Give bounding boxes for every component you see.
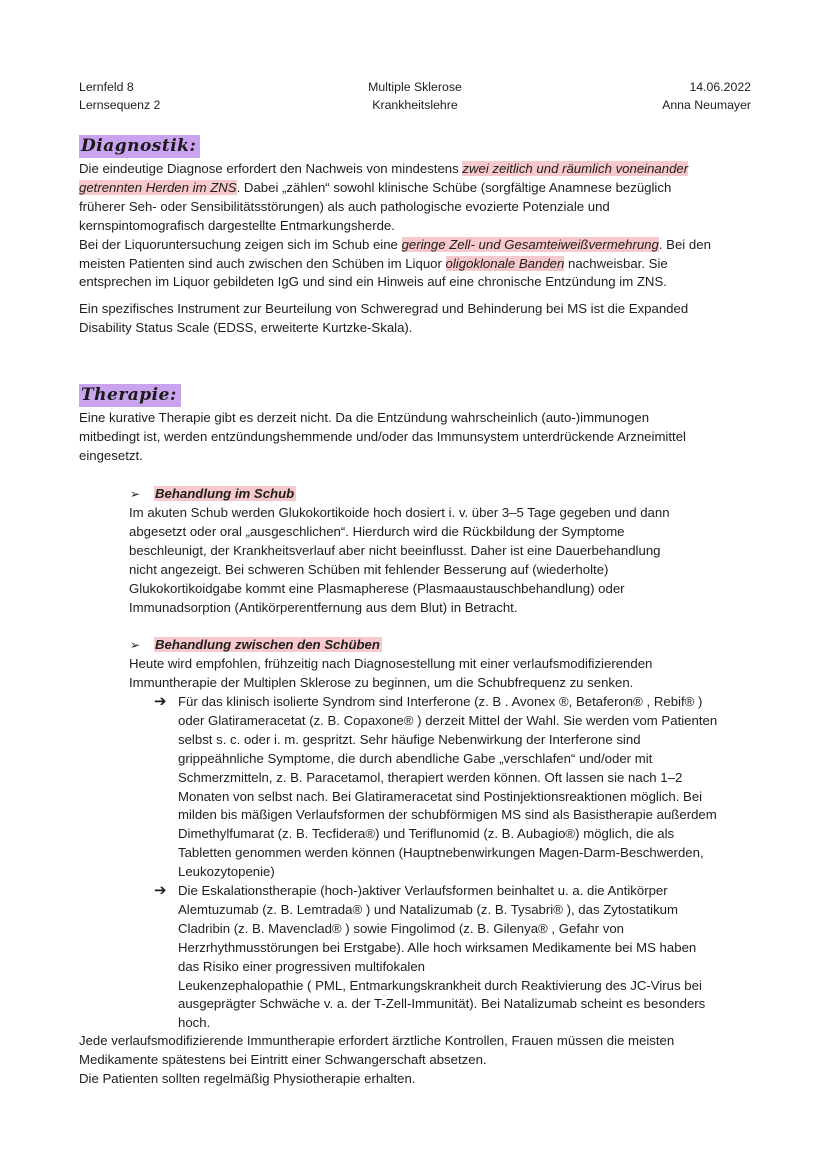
arrow-item-2-line-5: das Risiko einer progressiven multifokalen	[178, 958, 426, 974]
therapie-intro	[79, 409, 759, 466]
closing-line-1: Jede verlaufsmodifizierende Immuntherapie erfordert ärztliche Kontrollen, Frauen müssen die meisten	[79, 1033, 675, 1048]
arrow-item-2	[154, 882, 768, 1033]
arrow-item-1-line-1	[154, 693, 768, 712]
arrow-item-1	[154, 693, 768, 882]
diagnostik-line-7: entsprechen im Liquor gebildeten IgG und sind ein Hinweis auf eine chronische Entzündung im ZNS.	[79, 274, 667, 290]
header-sequence: Lernsequenz 2	[79, 98, 161, 112]
schub-body	[129, 504, 769, 617]
arrow-item-1-line-7: milden bis mäßigen Verlaufsformen der schubförmigen MS sind als Basistherapie außerdem	[178, 807, 717, 823]
header-center	[79, 78, 751, 114]
text: meisten Patienten sind auch zwischen den Schüben im Liquor	[79, 255, 446, 271]
diagnostik-line-4: kernspintomografisch dargestellte Entmarkungsherde.	[79, 217, 395, 233]
arrow-item-1-line-3: selbst s. c. oder i. m. gespritzt. Sehr häufige Nebenwirkung der Interferone sind	[178, 731, 641, 747]
zwischen-section	[130, 636, 754, 655]
zwischen-title-line	[130, 636, 754, 655]
highlight: getrennten Herden im ZNS	[79, 179, 237, 195]
text: . Dabei „zählen“ sowohl klinische Schübe (sorgfältige Anamnese bezüglich	[236, 179, 672, 195]
therapie-heading: Therapie:	[79, 384, 181, 407]
therapie-intro-line-2: mitbedingt ist, werden entzündungshemmende und/oder das Immunsystem unterdrückende Arzneimittel	[79, 428, 686, 444]
therapie-intro-line-3: eingesetzt.	[79, 447, 143, 463]
schub-line-2: abgesetzt oder oral „ausgeschlichen“. Hierdurch wird die Rückbildung der Symptome	[129, 523, 625, 539]
text: Die Eskalationstherapie (hoch-)aktiver Verlaufsformen beinhaltet u. a. die Antikörper	[178, 883, 668, 898]
diagnostik-line-1	[79, 160, 759, 179]
highlight: geringe Zell- und Gesamteiweißvermehrung	[401, 236, 659, 252]
text: . Bei den	[658, 236, 711, 252]
arrow-item-1-line-2: oder Glatirameracetat (z. B. Copaxone® ) derzeit Mittel der Wahl. Sie werden vom Patienten	[178, 712, 718, 728]
therapie-closing	[79, 1032, 769, 1089]
schub-line-6: Immunadsorption (Antikörperentfernung aus dem Blut) in Betracht.	[129, 599, 518, 615]
arrow-item-2-line-3: Cladribin (z. B. Mavenclad® ) sowie Fingolimod (z. B. Gilenya® , Gefahr von	[178, 920, 624, 936]
arrow-item-2-line-2: Alemtuzumab (z. B. Lemtrada® ) und Natalizumab (z. B. Tysabri® ), das Zytostatikum	[178, 901, 678, 917]
schub-line-5: Glukokortikoidgabe kommt eine Plasmapherese (Plasmaaustauschbehandlung) oder	[129, 580, 625, 596]
arrow-item-1-line-8: Dimethylfumarat (z. B. Tecfidera®) und Teriflunomid (z. B. Aubagio®) möglich, die als	[178, 826, 675, 842]
arrow-item-1-line-5: Schmerzmitteln, z. B. Paracetamol, therapiert werden können. Oft lassen sie nach 1–2	[178, 769, 683, 785]
arrow-item-2-line-8: hoch.	[178, 1015, 211, 1031]
text: nachweisbar. Sie	[564, 255, 668, 271]
schub-title-line	[130, 485, 754, 504]
right-arrow-icon: ➔	[154, 693, 167, 710]
diagnostik-line-6	[79, 255, 759, 274]
schub-title: Behandlung im Schub	[155, 486, 295, 501]
diagnostik-section	[79, 160, 759, 338]
bullet-arrow-icon: ➢	[130, 487, 141, 501]
text: Bei der Liquoruntersuchung zeigen sich im Schub eine	[79, 236, 402, 252]
arrow-item-1-line-9: Tabletten genommen werden können (Hauptnebenwirkungen Magen-Darm-Beschwerden,	[178, 845, 704, 861]
diagnostik-line-8: Ein spezifisches Instrument zur Beurteilung von Schweregrad und Behinderung bei MS ist die Expanded	[79, 301, 689, 317]
header-right	[662, 78, 751, 114]
arrow-item-2-line-6: Leukenzephalopathie ( PML, Entmarkungskrankheit durch Reaktivierung des JC-Virus bei	[178, 977, 702, 993]
header-author: Anna Neumayer	[662, 98, 751, 112]
zwischen-line-2: Immuntherapie der Multiplen Sklerose zu beginnen, um die Schubfrequenz zu senken.	[129, 674, 634, 690]
highlight: zwei zeitlich und räumlich voneinander	[462, 161, 689, 176]
header-subject: Lernfeld 8	[79, 80, 134, 94]
schub-line-4: nicht angezeigt. Bei schweren Schüben mit fehlender Besserung auf (wiederholte)	[129, 561, 609, 577]
therapie-intro-line-1: Eine kurative Therapie gibt es derzeit nicht. Da die Entzündung wahrscheinlich (auto-)immunogen	[79, 410, 650, 425]
closing-line-3: Die Patienten sollten regelmäßig Physiotherapie erhalten.	[79, 1070, 416, 1086]
text: Für das klinisch isolierte Syndrom sind Interferone (z. B . Avonex ®, Betaferon® , Rebif® )	[178, 694, 703, 709]
arrow-item-2-line-7: ausgeprägter Schwäche v. a. der T-Zell-Immunität). Bei Natalizumab scheint es besonders	[178, 996, 706, 1012]
header-topic: Multiple Sklerose	[368, 80, 462, 94]
zwischen-line-1: Heute wird empfohlen, frühzeitig nach Diagnosestellung mit einer verlaufsmodifizierenden	[129, 656, 653, 671]
diagnostik-line-3: früherer Seh- oder Sensibilitätsstörungen) als auch pathologische evozierte Potenziale und	[79, 198, 610, 214]
schub-line-1: Im akuten Schub werden Glukokortikoide hoch dosiert i. v. über 3–5 Tage gegeben und dann	[129, 505, 670, 520]
diagnostik-line-5	[79, 236, 759, 255]
arrow-item-1-line-4: grippeähnliche Symptome, die durch abendliche Gabe „verschlafen“ und/oder mit	[178, 750, 653, 766]
arrow-item-1-line-6: Monaten von selbst nach. Bei Glatirameracetat sind Postinjektionsreaktionen möglich. Bei	[178, 788, 703, 804]
schub-line-3: beschleunigt, der Krankheitsverlauf aber nicht beeinflusst. Daher ist eine Dauerbehandlung	[129, 542, 661, 558]
arrow-item-2-line-1	[154, 882, 768, 901]
zwischen-body	[129, 655, 769, 693]
highlight: oligoklonale Banden	[445, 255, 565, 271]
diagnostik-line-2	[79, 179, 759, 198]
text: Die eindeutige Diagnose erfordert den Nachweis von mindestens	[79, 161, 463, 176]
right-arrow-icon: ➔	[154, 882, 167, 899]
zwischen-title: Behandlung zwischen den Schüben	[155, 637, 380, 652]
header-subtopic: Krankheitslehre	[372, 98, 458, 112]
schub-section	[130, 485, 754, 504]
arrow-item-2-line-4: Herzrhythmusstörungen bei Erstgabe). Alle hoch wirksamen Medikamente bei MS haben	[178, 939, 697, 955]
bullet-arrow-icon: ➢	[130, 638, 141, 652]
header-date: 14.06.2022	[689, 80, 751, 94]
diagnostik-heading: Diagnostik:	[79, 135, 200, 158]
closing-line-2: Medikamente spätestens bei Eintritt einer Schwangerschaft absetzen.	[79, 1051, 487, 1067]
diagnostik-line-9: Disability Status Scale (EDSS, erweiterte Kurtzke-Skala).	[79, 320, 413, 336]
arrow-item-1-line-10: Leukozytopenie)	[178, 864, 275, 880]
